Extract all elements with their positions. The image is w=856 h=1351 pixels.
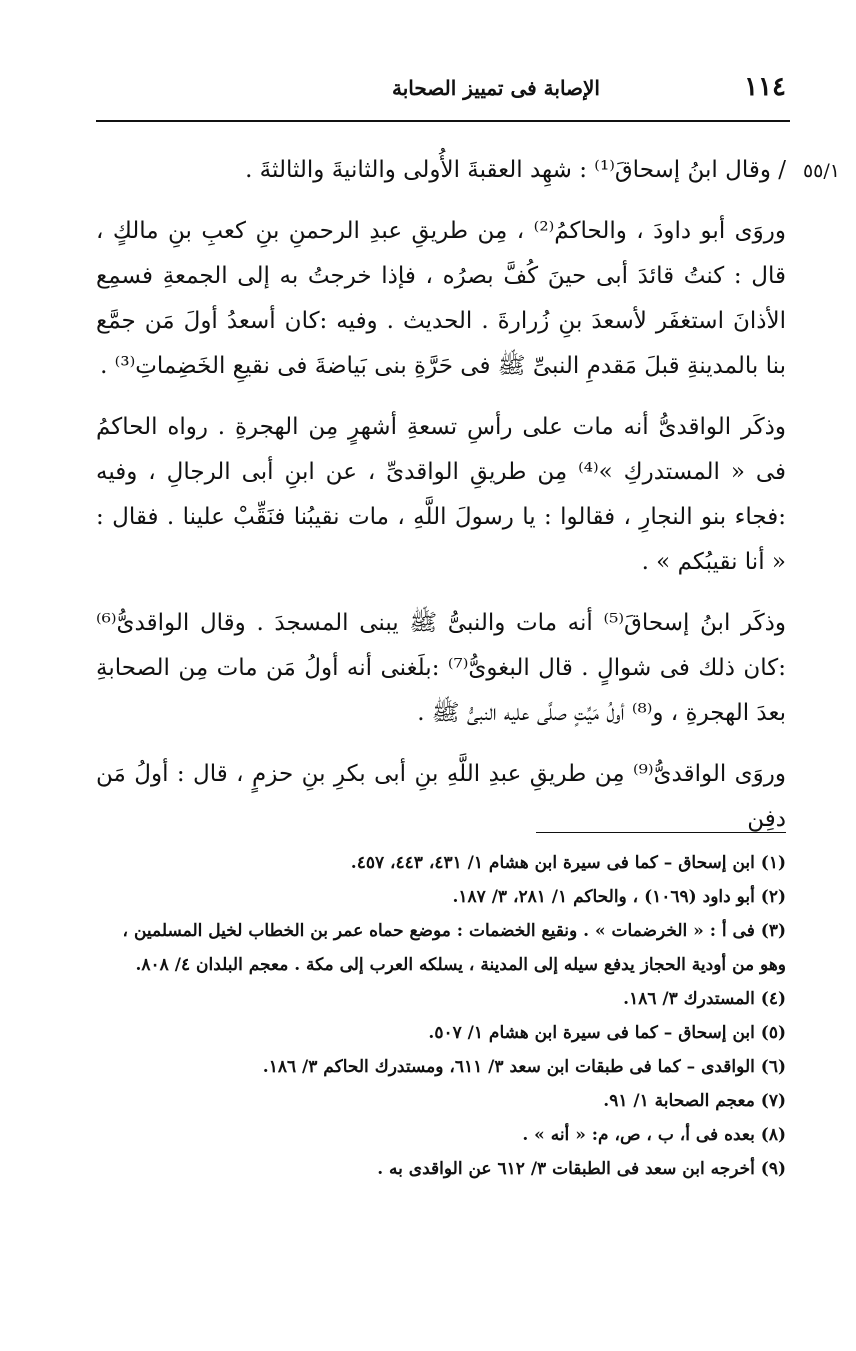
paragraph: وذكَر الواقدىُّ أنه مات على رأسِ تسعةِ أشهرٍ مِن الهجرةِ . رواه الحاكمُ فى « المستدركِ »⁽⁴⁾ مِن طريقِ الواقدىِّ ، عن ابنِ أبى الرجالِ ، وفيه :فجاء بنو النجارِ ، فقالوا : يا رسولَ اللَّهِ ، مات نقيبُنا فنَقِّبْ علينا . فقال : « أنا نقيبُكم » .	[96, 414, 786, 575]
footnote: (١) ابن إسحاق – كما فى سيرة ابن هشام ١/ ٤٣١، ٤٤٣، ٤٥٧.	[350, 853, 786, 873]
footnote: (٤) المستدرك ٣/ ١٨٦.	[623, 989, 786, 1009]
header-rule	[96, 120, 790, 122]
paragraph: وروَى الواقدىُّ⁽⁹⁾ مِن طريقِ عبدِ اللَّهِ بنِ أبى بكرِ بنِ حزمٍ ، قال : أولُ مَن دفِن	[96, 761, 786, 832]
footnote: (٩) أخرجه ابن سعد فى الطبقات ٣/ ٦١٢ عن الواقدى به .	[377, 1159, 786, 1179]
footnote: (٥) ابن إسحاق – كما فى سيرة ابن هشام ١/ ٥٠٧.	[428, 1023, 786, 1043]
running-header	[96, 72, 786, 104]
footnote: (٧) معجم الصحابة ١/ ٩١.	[603, 1091, 786, 1111]
footnote: (٣) فى أ : « الخرضمات » . ونقيع الخضمات : موضع حماه عمر بن الخطاب لخيل المسلمين ، وهو من أودية الحجاز يدفع سيله إلى المدينة ، يسلكه العرب إلى مكة . معجم البلدان ٤/ ٨٠٨.	[122, 921, 786, 975]
margin-folio-reference: ٥٥/١	[802, 160, 840, 182]
paragraph: وروَى أبو داودَ ، والحاكمُ⁽²⁾ ، مِن طريقِ عبدِ الرحمنِ بنِ كعبِ بنِ مالكٍ ، قال : كنتُ قائدَ أبى حينَ كُفَّ بصرُه ، فإذا خرجتُ به إلى الجمعةِ فسمِع الأذانَ استغفَر لأسعدَ بنِ زُرارةَ . الحديث . وفيه :كان أسعدُ أولَ مَن جمَّع بنا بالمدينةِ قبلَ مَقدمِ النبىِّ ﷺ فى حَرَّةِ بنى بَياضةَ فى نقيعِ الخَضِماتِ⁽³⁾ .	[96, 218, 786, 379]
footnote: (٢) أبو داود (١٠٦٩) ، والحاكم ١/ ٢٨١، ٣/ ١٨٧.	[452, 887, 786, 907]
footnotes	[96, 846, 786, 1186]
paragraph: وذكَر ابنُ إسحاقَ⁽⁵⁾ أنه مات والنبىُّ ﷺ يبنى المسجدَ . وقال الواقدىُّ⁽⁶⁾ :كان ذلك فى شوالٍ . قال البغوىُّ⁽⁷⁾ :بلَغنى أنه أولُ مَن مات مِن الصحابةِ بعدَ الهجرةِ ، و⁽⁸⁾ أولُ مَيِّتٍ صلَّى عليه النبىُّ ﷺ .	[96, 610, 786, 726]
footnote-rule	[536, 832, 786, 833]
page-number: ١١٤	[744, 72, 786, 102]
footnote: (٨) بعده فى أ، ب ، ص، م: « أنه » .	[522, 1125, 786, 1145]
footnote: (٦) الواقدى – كما فى طبقات ابن سعد ٣/ ٦١١، ومستدرك الحاكم ٣/ ١٨٦.	[262, 1057, 786, 1077]
book-title: الإصابة فى تمييز الصحابة	[392, 76, 600, 100]
paragraph: / وقال ابنُ إسحاقَ⁽¹⁾ : شهِد العقبةَ الأُولى والثانيةَ والثالثةَ .	[245, 157, 786, 183]
main-text	[96, 148, 786, 842]
